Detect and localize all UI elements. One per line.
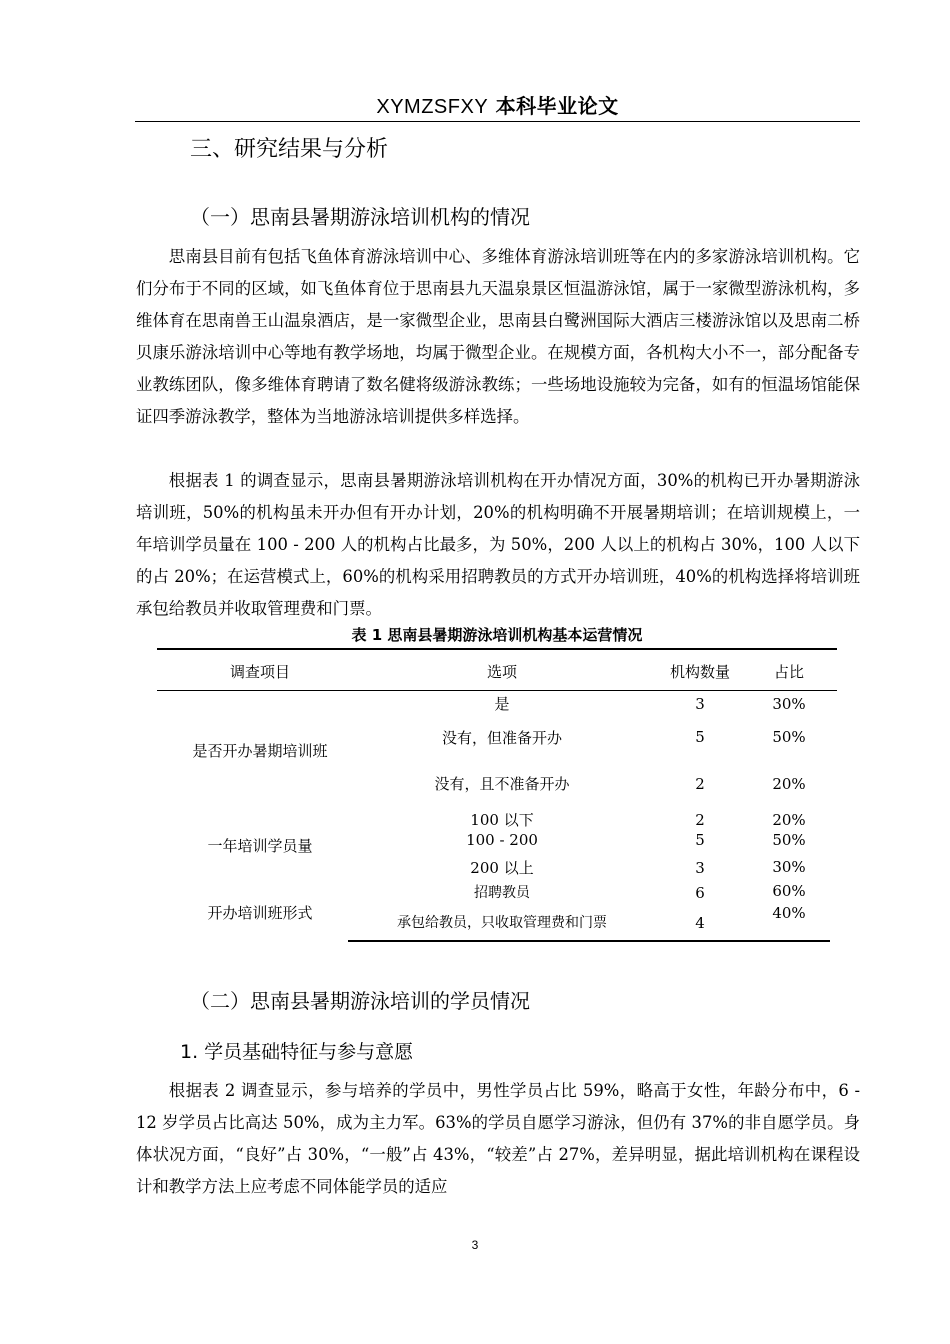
table-cell-count: 4 bbox=[695, 914, 705, 932]
page-header bbox=[135, 92, 860, 121]
table-cell-option: 200 以上 bbox=[470, 859, 534, 877]
table-header-pct: 占比 bbox=[773, 663, 804, 681]
table-cell-count: 6 bbox=[695, 884, 705, 902]
header-rule bbox=[135, 121, 860, 122]
table-cell-count: 5 bbox=[695, 728, 705, 746]
table-cell-count: 2 bbox=[695, 775, 705, 793]
table-header-rule bbox=[157, 690, 837, 691]
paragraph-1: 思南县目前有包括飞鱼体育游泳培训中心、多维体育游泳培训班等在内的多家游泳培训机构。它们分布于不同的区域，如飞鱼体育位于思南县九天温泉景区恒温游泳馆，属于一家微型游泳机构，多维体育在思南兽王山温泉酒店，是一家微型企业，思南县白鹭洲国际大酒店三楼游泳馆以及思南二桥贝康乐游泳培训中心等地有教学场地，均属于微型企业。在规模方面，各机构大小不一，部分配备专业教练团队，像多维体育聘请了数名健将级游泳教练；一些场地设施较为完备，如有的恒温场馆能保证四季游泳教学，整体为当地游泳培训提供多样选择。 bbox=[136, 247, 860, 426]
paragraph-3: 根据表 2 调查显示，参与培养的学员中，男性学员占比 59%，略高于女性，年龄分布中，6 - 12 岁学员占比高达 50%，成为主力军。63%的学员自愿学习游泳，但仍有 37%的非自愿学员。身体状况方面，“良好”占 30%，“一般”占 43%，“较差”占 27%，差异明显，据此培训机构在课程设计和教学方法上应考虑不同体能学员的适应 bbox=[136, 1081, 860, 1196]
subsection-title-1: （一）思南县暑期游泳培训机构的情况 bbox=[190, 205, 530, 229]
table-cell-pct: 40% bbox=[772, 904, 806, 922]
table-cell-option: 100 - 200 bbox=[466, 831, 538, 849]
table-cell-pct: 60% bbox=[772, 882, 806, 900]
table-cell-option: 承包给教员，只收取管理费和门票 bbox=[397, 915, 607, 931]
section-title: 三、研究结果与分析 bbox=[190, 137, 389, 162]
table-cell-option: 没有，但准备开办 bbox=[441, 729, 562, 747]
table-caption: 表 1 思南县暑期游泳培训机构基本运营情况 bbox=[351, 626, 643, 644]
table-cell-pct: 20% bbox=[772, 775, 806, 793]
header-code: XYMZSFXY bbox=[376, 96, 489, 118]
table-cell-option: 招聘教员 bbox=[474, 885, 530, 901]
paragraph-2: 根据表 1 的调查显示，思南县暑期游泳培训机构在开办情况方面，30%的机构已开办暑期游泳培训班，50%的机构虽未开办但有开办计划，20%的机构明确不开展暑期培训；在培训规模上，一年培训学员量在 100 - 200 人的机构占比最多，为 50%，200 人以上的机构占 30%，100 人以下的占 20%；在运营模式上，60%的机构采用招聘教员的方式开办培训班，40%的机构选择将培训班承包给教员并收取管理费和门票。 bbox=[136, 471, 860, 618]
subsubsection-title: 1. 学员基础特征与参与意愿 bbox=[180, 1041, 414, 1063]
page-number: 3 bbox=[471, 1238, 479, 1252]
table-header-option: 选项 bbox=[486, 663, 517, 681]
table-cell-pct: 20% bbox=[772, 811, 806, 829]
table-cell-option: 是 bbox=[494, 695, 510, 713]
table-group-label: 是否开办暑期培训班 bbox=[192, 742, 328, 760]
table-cell-count: 5 bbox=[695, 831, 705, 849]
subsection-title-2: （二）思南县暑期游泳培训的学员情况 bbox=[190, 989, 530, 1013]
table-group-label: 一年培训学员量 bbox=[207, 837, 313, 855]
table-cell-option: 100 以下 bbox=[470, 811, 534, 829]
table-header-item: 调查项目 bbox=[229, 663, 290, 681]
table-group-label: 开办培训班形式 bbox=[207, 904, 313, 922]
table-cell-pct: 50% bbox=[772, 728, 806, 746]
table-cell-pct: 50% bbox=[772, 831, 806, 849]
table-cell-pct: 30% bbox=[772, 695, 806, 713]
table-cell-count: 3 bbox=[695, 695, 705, 713]
table-top-rule bbox=[157, 648, 837, 650]
table-cell-count: 2 bbox=[695, 811, 705, 829]
table-cell-count: 3 bbox=[695, 859, 705, 877]
table-bottom-rule bbox=[348, 940, 830, 942]
table-header-count: 机构数量 bbox=[669, 663, 730, 681]
header-suffix: 本科毕业论文 bbox=[488, 94, 619, 118]
table-cell-option: 没有，且不准备开办 bbox=[434, 775, 570, 793]
table-cell-pct: 30% bbox=[772, 858, 806, 876]
